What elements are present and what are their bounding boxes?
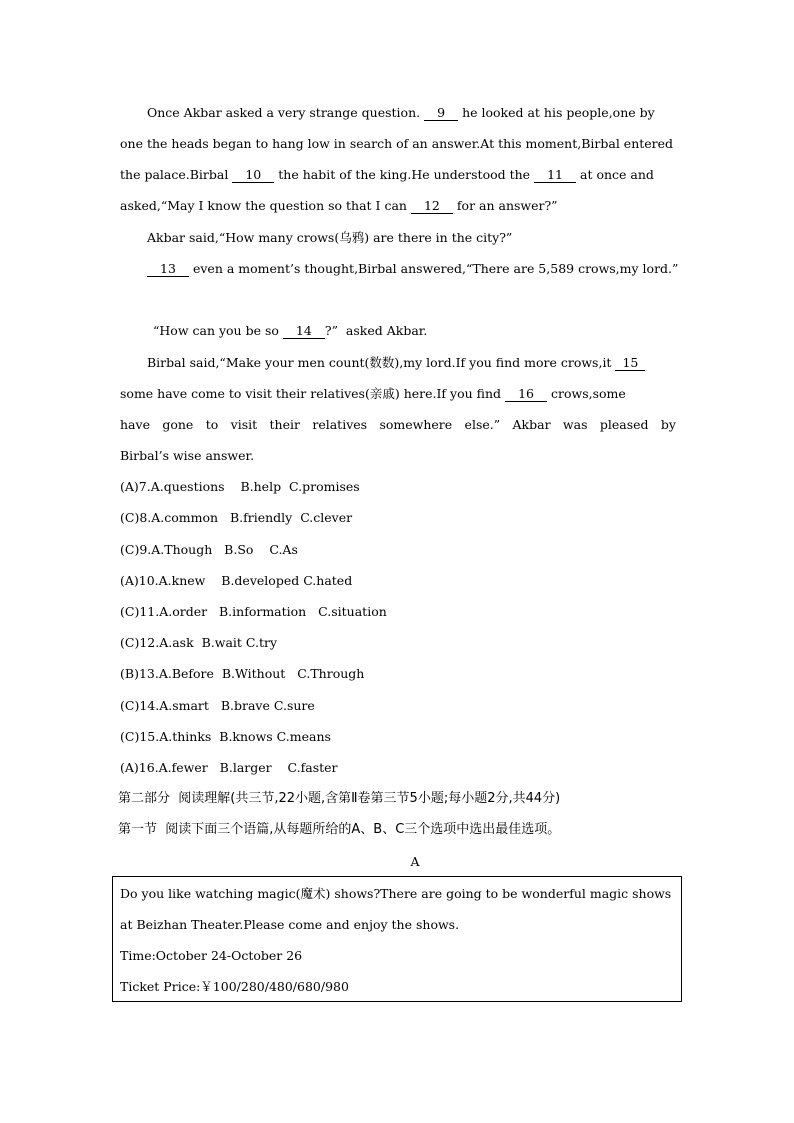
answer-option-9: (C)9.A.Though B.So C.As — [120, 542, 298, 557]
passage-text: he looked at his people,one by — [458, 105, 655, 120]
answer-option-10: (A)10.A.knew B.developed C.hated — [120, 573, 353, 588]
passage-line: have gone to visit their relatives somewhere else.” Akbar was pleased by — [120, 417, 676, 432]
passage-text: even a moment’s thought,Birbal answered,“There are 5,589 crows,my lord.” — [189, 261, 679, 276]
passage-line — [120, 167, 654, 183]
section-heading-sec1: 第一节 阅读下面三个语篇,从每题所给的A、B、C三个选项中选出最佳选项。 — [118, 822, 561, 837]
blank-16: 16 — [505, 387, 547, 402]
blank-13: 13 — [147, 262, 189, 277]
blank-11: 11 — [534, 168, 576, 183]
blank-15: 15 — [615, 356, 645, 371]
passage-line: one the heads began to hang low in search of an answer.At this moment,Birbal entered — [120, 136, 674, 151]
answer-option-16: (A)16.A.fewer B.larger C.faster — [120, 760, 338, 775]
answer-option-8: (C)8.A.common B.friendly C.clever — [120, 510, 353, 525]
passage-text: the habit of the king.He understood the — [274, 167, 535, 182]
box-line: Time:October 24-October 26 — [120, 948, 303, 963]
passage-text: at once and — [576, 167, 654, 182]
answer-option-11: (C)11.A.order B.information C.situation — [120, 604, 387, 619]
passage-line — [120, 261, 678, 277]
blank-9: 9 — [424, 106, 458, 121]
passage-line: Birbal’s wise answer. — [120, 448, 255, 463]
passage-text: for an answer?” — [452, 198, 558, 213]
passage-text: “How can you be so — [153, 323, 283, 338]
passage-line — [120, 355, 645, 371]
passage-text: the palace.Birbal — [120, 167, 233, 182]
passage-line — [120, 198, 558, 214]
answer-option-13: (B)13.A.Before B.Without C.Through — [120, 666, 365, 681]
passage-text: crows,some — [547, 386, 626, 401]
blank-14: 14 — [283, 324, 325, 339]
passage-text: Birbal said,“Make your men count(数数),my lord.If you find more crows,it — [147, 355, 616, 370]
answer-option-7: (A)7.A.questions B.help C.promises — [120, 479, 360, 494]
passage-text: Once Akbar asked a very strange question. — [147, 105, 421, 120]
passage-line — [153, 323, 427, 339]
blank-10: 10 — [232, 168, 274, 183]
passage-letter: A — [410, 854, 420, 869]
section-heading-part2: 第二部分 阅读理解(共三节,22小题,含第Ⅱ卷第三节5小题;每小题2分,共44分) — [118, 791, 561, 806]
blank-12: 12 — [411, 199, 453, 214]
answer-option-14: (C)14.A.smart B.brave C.sure — [120, 698, 315, 713]
passage-text: ?” asked Akbar. — [324, 323, 428, 338]
passage-line: Akbar said,“How many crows(乌鸦) are there in the city?” — [147, 230, 513, 245]
passage-text: asked,“May I know the question so that I can — [120, 198, 411, 213]
box-line: Do you like watching magic(魔术) shows?There are going to be wonderful magic shows — [120, 886, 672, 901]
answer-option-15: (C)15.A.thinks B.knows C.means — [120, 729, 331, 744]
passage-a-box — [112, 876, 682, 1002]
passage-text: some have come to visit their relatives(亲戚) here.If you find — [120, 386, 506, 401]
passage-line — [120, 386, 626, 402]
answer-option-12: (C)12.A.ask B.wait C.try — [120, 635, 278, 650]
box-line: at Beizhan Theater.Please come and enjoy the shows. — [120, 917, 460, 932]
passage-line — [120, 105, 655, 121]
box-line: Ticket Price:￥100/280/480/680/980 — [120, 979, 349, 994]
